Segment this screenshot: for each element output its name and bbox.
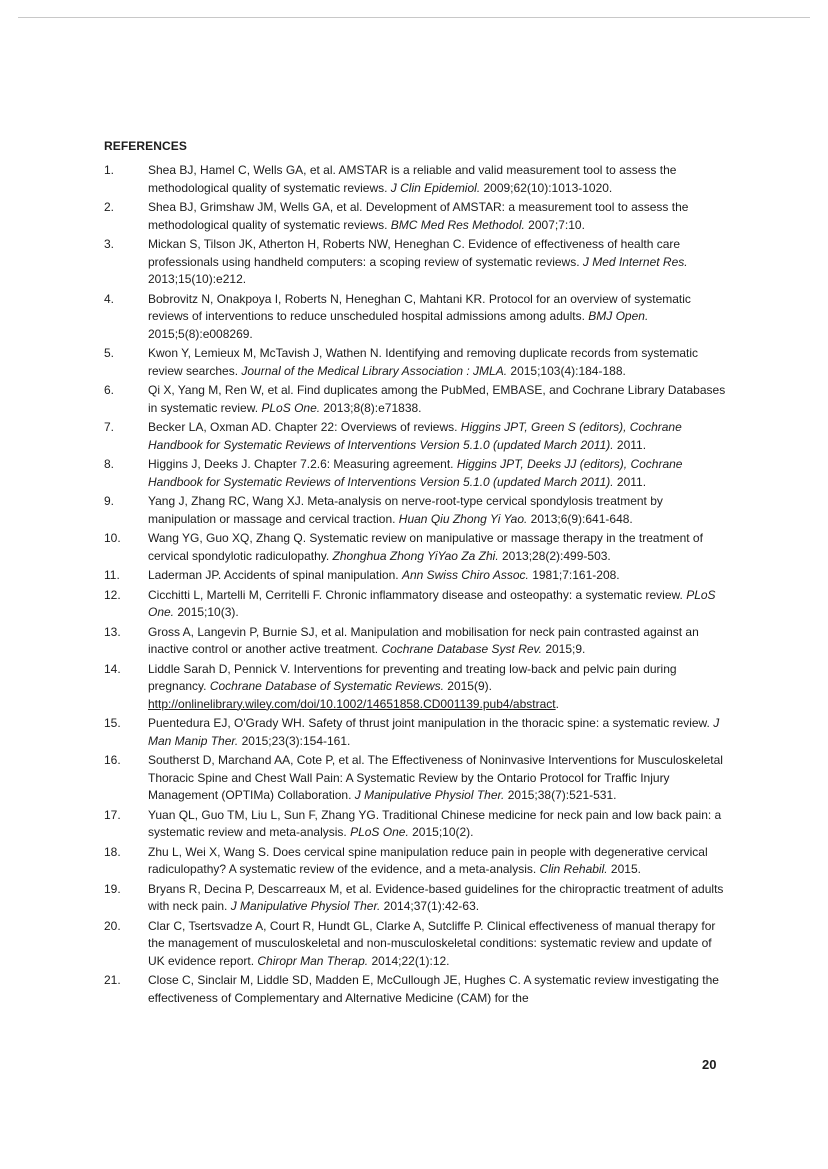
reference-item xyxy=(104,291,726,344)
reference-authors-title: Kwon Y, Lemieux M, McTavish J, Wathen N. Identifying and removing duplicate records from systematic review searches. xyxy=(148,346,699,378)
reference-citation: 2013;15(10):e212. xyxy=(148,272,247,286)
reference-text xyxy=(148,530,726,565)
reference-item xyxy=(104,661,726,714)
reference-item xyxy=(104,419,726,454)
reference-item xyxy=(104,752,726,805)
reference-item xyxy=(104,162,726,197)
reference-authors-title: Shea BJ, Hamel C, Wells GA, et al. AMSTAR is a reliable and valid measurement tool to assess the methodological quality of systematic reviews. xyxy=(148,163,677,195)
reference-text xyxy=(148,972,726,1007)
reference-authors-title: Southerst D, Marchand AA, Cote P, et al. The Effectiveness of Noninvasive Interventions for Musculoskeletal Thoracic Spine and Chest Wall Pain: A Systematic Review by the Ontario Protocol for Traffic Injury Management (OPTIMa) Collaboration. xyxy=(148,753,723,802)
reference-citation: 2013;28(2):499-503. xyxy=(498,548,611,563)
reference-journal: BMC Med Res Methodol. xyxy=(390,217,525,232)
reference-text xyxy=(148,199,726,234)
reference-number: 11. xyxy=(104,568,120,582)
reference-citation: 2015;10(2). xyxy=(408,825,474,839)
reference-citation: 2015. xyxy=(607,862,641,876)
reference-text xyxy=(148,345,726,380)
reference-number: 14. xyxy=(104,661,121,676)
reference-item xyxy=(104,456,726,491)
reference-text xyxy=(148,752,726,805)
reference-authors-title: Liddle Sarah D, Pennick V. Interventions for preventing and treating low-back and pelvic pain during pregnancy. xyxy=(148,661,677,693)
reference-authors-title: Zhu L, Wei X, Wang S. Does cervical spine manipulation reduce pain in people with degenerative cervical radiculopathy? A systematic review of the evidence, and a meta-analysis. xyxy=(148,844,708,876)
reference-journal: J Manipulative Physiol Ther. xyxy=(354,788,505,802)
reference-authors-title: Yuan QL, Guo TM, Liu L, Sun F, Zhang YG. Traditional Chinese medicine for neck pain and low back pain: a systematic review and meta-analysis. xyxy=(148,807,722,839)
reference-journal: Ann Swiss Chiro Assoc. xyxy=(401,568,529,582)
reference-text xyxy=(148,382,726,417)
reference-authors-title: Laderman JP. Accidents of spinal manipulation. xyxy=(148,568,402,582)
reference-number: 21. xyxy=(104,973,121,987)
reference-authors-title: Puentedura EJ, O'Grady WH. Safety of thrust joint manipulation in the thoracic spine: a systematic review. xyxy=(148,716,714,730)
reference-item xyxy=(104,972,726,1007)
reference-number: 17. xyxy=(104,807,121,822)
reference-text xyxy=(148,881,726,916)
reference-citation: 2007;7:10. xyxy=(524,217,585,232)
reference-number: 8. xyxy=(104,457,115,471)
reference-number: 19. xyxy=(104,881,121,896)
reference-text xyxy=(148,236,726,289)
reference-journal: PLoS One. xyxy=(148,587,716,619)
reference-journal: J Med Internet Res. xyxy=(582,254,688,269)
reference-item xyxy=(104,807,726,842)
reference-journal: J Man Manip Ther. xyxy=(148,716,720,748)
references-heading: REFERENCES xyxy=(104,139,188,153)
reference-journal: Higgins JPT, Deeks JJ (editors), Cochrane Handbook for Systematic Reviews of Interventions Version 5.1.0 (updated March 2011). xyxy=(148,457,683,489)
reference-citation: 2015;38(7):521-531. xyxy=(504,788,617,802)
reference-citation: 2015;10(3). xyxy=(174,605,239,619)
reference-number: 18. xyxy=(104,844,121,859)
reference-number: 7. xyxy=(104,420,115,434)
reference-authors-title: Cicchitti L, Martelli M, Cerritelli F. Chronic inflammatory disease and osteopathy: a systematic review. xyxy=(148,587,687,602)
reference-citation: 2015;9. xyxy=(541,642,586,656)
reference-item xyxy=(104,199,726,234)
reference-item xyxy=(104,715,726,750)
reference-number: 20. xyxy=(104,918,121,933)
reference-item xyxy=(104,624,726,659)
reference-journal: Cochrane Database of Systematic Reviews. xyxy=(209,679,444,693)
reference-item xyxy=(104,530,726,565)
reference-item xyxy=(104,844,726,879)
reference-journal: Clin Rehabil. xyxy=(539,862,608,876)
reference-text xyxy=(148,162,726,197)
reference-journal: PLoS One. xyxy=(350,825,409,839)
reference-text xyxy=(148,918,726,971)
reference-number: 3. xyxy=(104,237,115,251)
reference-text xyxy=(148,844,726,879)
reference-number: 1. xyxy=(104,163,115,177)
reference-number: 4. xyxy=(104,291,115,306)
reference-item xyxy=(104,881,726,916)
top-rule xyxy=(18,17,810,18)
reference-text xyxy=(148,624,726,659)
reference-text xyxy=(148,456,726,491)
reference-number: 2. xyxy=(104,200,115,214)
reference-number: 5. xyxy=(104,346,115,360)
reference-item xyxy=(104,382,726,417)
reference-item xyxy=(104,236,726,289)
reference-journal: J Clin Epidemiol. xyxy=(390,180,481,195)
reference-journal: J Manipulative Physiol Ther. xyxy=(230,899,381,913)
reference-citation: 2015;103(4):184-188. xyxy=(507,363,626,378)
reference-authors-title: Bobrovitz N, Onakpoya I, Roberts N, Heneghan C, Mahtani KR. Protocol for an overview of systematic reviews of interventions to reduce unscheduled hospital admissions among adults. xyxy=(148,291,691,323)
reference-authors-title: Close C, Sinclair M, Liddle SD, Madden E, McCullough JE, Hughes C. A systematic review investigating the effectiveness of Complementary and Alternative Medicine (CAM) for the xyxy=(148,973,719,1005)
reference-number: 15. xyxy=(104,716,121,730)
reference-authors-title: Clar C, Tsertsvadze A, Court R, Hundt GL, Clarke A, Sutcliffe P. Clinical effectiveness of manual therapy for the management of musculoskeletal and non-musculoskeletal conditions: systematic review and update of UK evidence report. xyxy=(148,918,716,968)
reference-journal: Zhonghua Zhong YiYao Za Zhi. xyxy=(332,548,499,563)
reference-number: 10. xyxy=(104,531,121,545)
reference-text xyxy=(148,419,726,454)
page-number: 20 xyxy=(702,1057,717,1072)
reference-journal: Higgins JPT, Green S (editors), Cochrane Handbook for Systematic Reviews of Interventions Version 5.1.0 (updated March 2011). xyxy=(148,420,682,452)
reference-authors-title: Bryans R, Decina P, Descarreaux M, et al. Evidence-based guidelines for the chiropractic treatment of adults with neck pain. xyxy=(148,881,724,913)
reference-authors-title: Becker LA, Oxman AD. Chapter 22: Overviews of reviews. xyxy=(148,420,461,434)
reference-authors-title: Shea BJ, Grimshaw JM, Wells GA, et al. Development of AMSTAR: a measurement tool to assess the methodological quality of systematic reviews. xyxy=(148,200,689,232)
reference-item xyxy=(104,345,726,380)
reference-citation: 2011. xyxy=(613,474,647,489)
reference-citation: 1981;7:161-208. xyxy=(528,568,620,582)
reference-authors-title: Qi X, Yang M, Ren W, et al. Find duplicates among the PubMed, EMBASE, and Cochrane Library Databases in systematic review. xyxy=(148,383,726,415)
reference-number: 13. xyxy=(104,624,121,639)
reference-journal: Journal of the Medical Library Association : JMLA. xyxy=(241,363,508,378)
reference-journal: Huan Qiu Zhong Yi Yao. xyxy=(398,511,528,526)
reference-text xyxy=(148,587,726,622)
reference-list xyxy=(104,162,726,1009)
reference-text xyxy=(148,567,726,585)
reference-text xyxy=(148,291,726,344)
reference-citation: 2009;62(10):1013-1020. xyxy=(480,180,613,195)
reference-authors-title: Mickan S, Tilson JK, Atherton H, Roberts NW, Heneghan C. Evidence of effectiveness of health care professionals using handheld computers: a scoping review of systematic reviews. xyxy=(148,237,681,269)
reference-item xyxy=(104,567,726,585)
reference-authors-title: Higgins J, Deeks J. Chapter 7.2.6: Measuring agreement. xyxy=(148,457,457,471)
reference-citation: 2015;5(8):e008269. xyxy=(148,326,253,341)
reference-number: 9. xyxy=(104,494,115,508)
reference-journal: BMJ Open. xyxy=(588,309,649,323)
reference-citation: 2014;22(1):12. xyxy=(368,953,450,968)
reference-citation: 2013;8(8):e71838. xyxy=(320,400,422,415)
reference-citation: 2013;6(9):641-648. xyxy=(527,511,633,526)
reference-citation: 2011. xyxy=(613,437,647,452)
reference-authors-title: Gross A, Langevin P, Burnie SJ, et al. Manipulation and mobilisation for neck pain contrasted against an inactive control or another active treatment. xyxy=(148,624,699,656)
reference-citation: 2015(9). xyxy=(443,679,492,693)
reference-item xyxy=(104,587,726,622)
reference-link-punctuation: . xyxy=(555,696,559,711)
reference-item xyxy=(104,918,726,971)
reference-text xyxy=(148,807,726,842)
reference-item xyxy=(104,493,726,528)
reference-text xyxy=(148,661,726,714)
reference-authors-title: Wang YG, Guo XQ, Zhang Q. Systematic review on manipulative or massage therapy in the treatment of cervical spondylotic radiculopathy. xyxy=(148,531,703,563)
reference-number: 16. xyxy=(104,753,121,767)
reference-journal: PLoS One. xyxy=(261,400,321,415)
reference-text xyxy=(148,493,726,528)
reference-citation: 2014;37(1):42-63. xyxy=(380,899,480,913)
reference-citation: 2015;23(3):154-161. xyxy=(238,733,351,748)
reference-number: 6. xyxy=(104,383,115,397)
reference-authors-title: Yang J, Zhang RC, Wang XJ. Meta-analysis on nerve-root-type cervical spondylosis treatment by manipulation or massage and cervical traction. xyxy=(148,494,663,526)
reference-number: 12. xyxy=(104,587,121,602)
reference-journal: Cochrane Database Syst Rev. xyxy=(381,642,542,656)
reference-link[interactable]: http://onlinelibrary.wiley.com/doi/10.1002/14651858.CD001139.pub4/abstract xyxy=(148,696,556,711)
reference-journal: Chiropr Man Therap. xyxy=(257,953,369,968)
reference-text xyxy=(148,715,726,750)
